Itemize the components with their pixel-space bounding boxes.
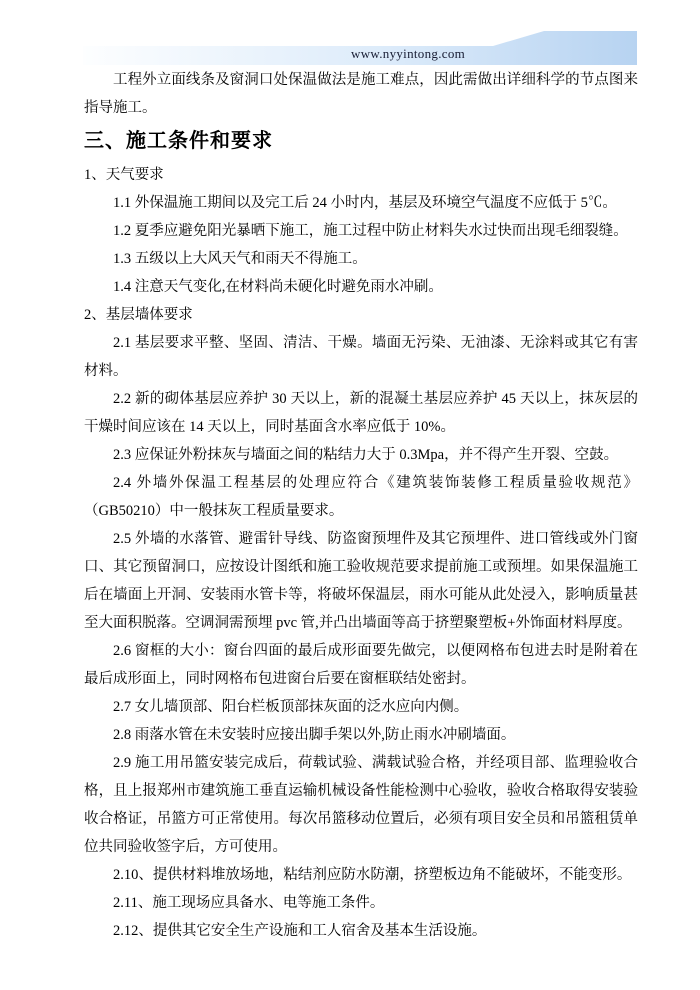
page-header <box>83 31 637 65</box>
clause-2-3: 2.3 应保证外粉抹灰与墙面之间的粘结力大于 0.3Mpa，并不得产生开裂、空鼓。 <box>113 447 619 463</box>
section-heading: 三、施工条件和要求 <box>84 130 273 152</box>
clause-2-1: 2.1 基层要求平整、坚固、清洁、干燥。墙面无污染、无油漆、无涂料或其它有害材料。 <box>84 335 638 379</box>
clause-2-7: 2.7 女儿墙顶部、阳台栏板顶部抹灰面的泛水应向内侧。 <box>113 699 469 715</box>
clause-1-3: 1.3 五级以上大风天气和雨天不得施工。 <box>113 251 367 267</box>
clause-2-2: 2.2 新的砌体基层应养护 30 天以上，新的混凝土基层应养护 45 天以上，抹灰层的干燥时间应该在 14 天以上，同时基面含水率应低于 10%。 <box>84 391 638 435</box>
clause-2-11: 2.11、施工现场应具备水、电等施工条件。 <box>113 895 385 911</box>
clause-2-9: 2.9 施工用吊篮安装完成后，荷载试验、满载试验合格，并经项目部、监理验收合格，且上报郑州市建筑施工垂直运输机械设备性能检测中心验收，验收合格取得安装验收合格证，吊篮方可正常使用。每次吊篮移动位置后，必须有项目安全员和吊篮租赁单位共同验收签字后，方可使用。 <box>84 755 638 855</box>
clause-1-4: 1.4 注意天气变化,在材料尚未硬化时避免雨水冲刷。 <box>113 279 443 295</box>
clause-2-6: 2.6 窗框的大小：窗台四面的最后成形面要先做完，以便网格布包进去时是附着在最后成形面上，同时网格布包进窗台后要在窗框联结处密封。 <box>84 643 638 687</box>
clause-1-2: 1.2 夏季应避免阳光暴晒下施工，施工过程中防止材料失水过快而出现毛细裂缝。 <box>113 223 628 239</box>
document-content <box>84 66 638 945</box>
clause-2-title: 2、基层墙体要求 <box>84 307 193 323</box>
site-url: www.nyyintong.com <box>351 46 466 61</box>
intro-paragraph: 工程外立面线条及窗洞口处保温做法是施工难点，因此需做出详细科学的节点图来指导施工。 <box>84 72 638 116</box>
clause-2-4: 2.4 外墙外保温工程基层的处理应符合《建筑装饰装修工程质量验收规范》（GB50210）中一般抹灰工程质量要求。 <box>84 475 638 519</box>
clause-2-12: 2.12、提供其它安全生产设施和工人宿舍及基本生活设施。 <box>113 923 487 939</box>
clause-2-5: 2.5 外墙的水落管、避雷针导线、防盗窗预埋件及其它预埋件、进口管线或外门窗口、其它预留洞口，应按设计图纸和施工验收规范要求提前施工或预埋。如果保温施工后在墙面上开洞、安装雨水管卡等，将破坏保温层，雨水可能从此处浸入，影响质量甚至大面积脱落。空调洞需预埋 pvc 管,并凸出墙面等高于挤塑聚塑板+外饰面材料厚度。 <box>84 531 638 631</box>
clause-1-1: 1.1 外保温施工期间以及完工后 24 小时内，基层及环境空气温度不应低于 5℃。 <box>113 195 617 211</box>
clause-1-title: 1、天气要求 <box>84 167 164 183</box>
clause-2-8: 2.8 雨落水管在未安装时应接出脚手架以外,防止雨水冲刷墙面。 <box>113 727 516 743</box>
clause-2-10: 2.10、提供材料堆放场地，粘结剂应防水防潮，挤塑板边角不能破坏，不能变形。 <box>113 867 632 883</box>
